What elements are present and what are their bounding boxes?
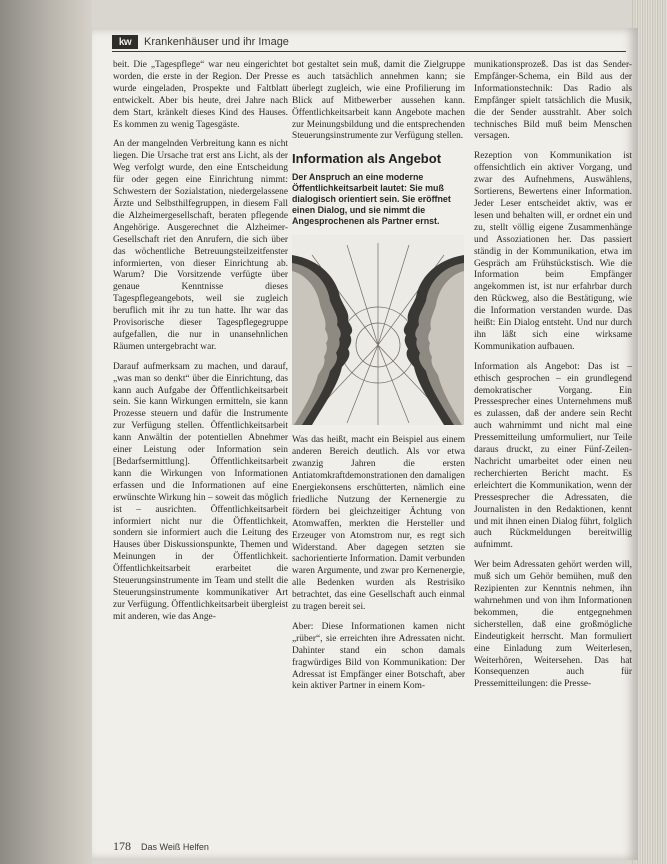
lead-paragraph: Der Anspruch an eine moderne Öffentlichkeitsarbeit lautet: Sie muß dialogisch orientiert sein. Sie eröffnet einen Dialog, und sie nimmt die Angesprochenen als Partner ernst. — [292, 172, 451, 227]
text-column-1 — [113, 60, 288, 632]
paragraph: Aber: Diese Informationen kamen nicht „rüber“, sie erreichten ihre Adressaten nicht. Dahinter stand ein schon damals fragwürdiges Bild von Kommunikation: Der Adressat ist Empfänger einer Botschaft, aber kein aktiver Partner in einem Kom- — [292, 621, 465, 692]
section-heading: Information als Angebot — [292, 151, 442, 167]
running-header — [112, 33, 626, 52]
paragraph: Wer beim Adressaten gehört werden will, muß sich um Gehör bemühen, muß den Rezipienten zur Kenntnis nehmen, ihn wahrnehmen und von ihm Informationen bekommen, die entgegnehmen sicherstellen, daß eine großmögliche Eindeutigkeit herrscht. Man formuliert eine Einladung zum Weiterlesen, Weiterhören, Weitersehen. Das hat Konsequenzen auch für Pressemitteilungen: die Presse- — [474, 560, 632, 690]
publisher-logo: kw — [112, 35, 138, 49]
paragraph: Darauf aufmerksam zu machen, und darauf, „was man so denkt“ über die Einrichtung, das kann auch Aufgabe der Öffentlichkeitsarbeit sein. Sie kann Wirkungen ermitteln, sie kann Prozesse steuern und dafür die Instrumente zur Verfügung stellen. Öffentlichkeitsarbeit kann Anwältin der potentiellen Abnehmer einer Leistung oder Information sein [Bedarfsermittlung]. Öffentlichkeitsarbeit kann die Wirkungen von Informationen erfassen und die Informationen auf eine erwünschte Wirkung hin – soweit das möglich ist – ausrichten. Öffentlichkeitsarbeit informiert nicht nur die Öffentlichkeit, sondern sie informiert auch die Leitung des Hauses über Diskussionspunkte, Themen und Meinungen in der Öffentlichkeit. Öffentlichkeitsarbeit erarbeitet die Steuerungsinstrumente im Team und stellt die Steuerungsinstrumente kommunikativer Art zur Verfügung. Öffentlichkeitsarbeit übergleist mit anderen, wie das Ange- — [113, 361, 288, 622]
paragraph: beit. Die „Tagespflege“ war neu eingerichtet worden, die erste in der Region. Der Presse wurde eingeladen, Prospekte und Faltblatt entwickelt. Aber bis heute, drei Jahre nach dem Start, kränkelt dieses Kind des Hauses. Es kommen zu wenig Tagesgäste. — [113, 60, 288, 130]
paragraph: bot gestaltet sein muß, damit die Zielgruppe es auch tatsächlich annehmen kann; sie überlegt zugleich, wie eine Profilierung im Blick auf Mitbewerber aussehen kann. Öffentlichkeitsarbeit kann Angebote machen zur Meinungsbildung und die entsprechenden Steuerungsinstrumente zur Verfügung stellen. — [292, 60, 465, 142]
page-number: 178 — [113, 839, 131, 853]
book-gutter-shadow — [0, 0, 92, 864]
faces-icon — [292, 235, 464, 425]
paragraph: Was das heißt, macht ein Beispiel aus einem anderen Bereich deutlich. Als vor etwa zwanzig Jahren die ersten Antiatomkraftdemonstrationen den damaligen Energiekonsens erschütterten, nämlich eine friedliche Nutzung der Kernenergie zu fördern bei gleichzeitiger Ächtung von Atomwaffen, merkten die Hersteller und Erzeuger von Atomstrom nur, es regt sich Widerstand. Aber dagegen setzten sie sachorientierte Information. Damit verbunden waren Argumente, und zwar pro Kernenergie, alle Bedenken wurden als Restrisiko betrachtet, das eine Gesellschaft auch einmal zu tragen bereit sei. — [292, 435, 465, 613]
page-footer — [113, 839, 209, 854]
running-footer-title: Das Weiß Helfen — [141, 842, 209, 852]
paragraph: An der mangelnden Verbreitung kann es nicht liegen. Die Ursache trat erst ans Licht, als der Weg verfolgt wurde, den eine Entscheidung für oder gegen eine Einrichtung nimmt: Schwestern der Sozialstation, niedergelassene Ärzte und Selbsthilfegruppen, in diesem Fall die Alzheimergesellschaft, beraten pflegende Angehörige. Ausgerechnet die Alzheimer-Gesellschaft riet den Anrufern, die sich über das wöchentliche Betreuungsteilzeitfenster informierten, von dieser Einrichtung ab. Warum? Die Vorsitzende verfügte über genaue Kenntnisse dieses Tagespflegeangebots, weil sie zugleich beruflich mit ihr zu tun hatte. Ihr war das Provisorische dieser Tagespflegegruppe aufgefallen, die nur in unansehnlichen Räumen untergebracht war. — [113, 139, 288, 352]
paragraph: Rezeption von Kommunikation ist offensichtlich ein aktiver Vorgang, und zwar des Aufnehmens, Auswählens, Sortierens, Bewertens einer Information. Jeder Leser entscheidet aktiv, was er lesen und behalten will, er ordnet ein und zu, stellt völlig eigene Zusammenhänge und Assoziationen her. Das passiert ständig in der Kommunikation, etwa im Gespräch am Frühstückstisch. Wie die Information beim Empfänger angekommen ist, ist nur erfahrbar durch den Rückweg, also die Bestätigung, wie die Information verstanden wurde. Das heißt: Ein Dialog entsteht. Und nur durch ihn läßt sich eine wirksame Kommunikation aufbauen. — [474, 151, 632, 352]
dialogue-faces-illustration — [292, 235, 464, 425]
running-header-title: Krankenhäuser und ihr Image — [144, 36, 289, 48]
paragraph: munikationsprozeß. Das ist das Sender-Empfänger-Schema, ein Bild aus der Informationstechnik: Das Radio als Empfänger spielt tatsächlich die Musik, die der Sender ausstrahlt. Aber solch technisches Bild muß beim Menschen versagen. — [474, 60, 632, 142]
text-column-2 — [292, 60, 465, 701]
paragraph: Information als Angebot: Das ist – ethisch gesprochen – ein grundlegend demokratischer Vorgang. Ein Pressesprecher eines Unternehmens muß es zulassen, daß der andere sein Recht auch wahrnimmt und nicht mal eine Pressemitteilung umformuliert, nur Teile daraus druckt, zu einer Fünf-Zeilen-Nachricht umarbeitet oder einen neu recherchierten Bericht macht. Es erleichtert die Kommunikation, wenn der Pressesprecher die Adressaten, die Journalisten in den Redaktionen, kennt und mit ihnen einen Dialog führt, folglich auch Rückmeldungen bereitwillig aufnimmt. — [474, 361, 632, 551]
text-column-3 — [474, 60, 632, 699]
